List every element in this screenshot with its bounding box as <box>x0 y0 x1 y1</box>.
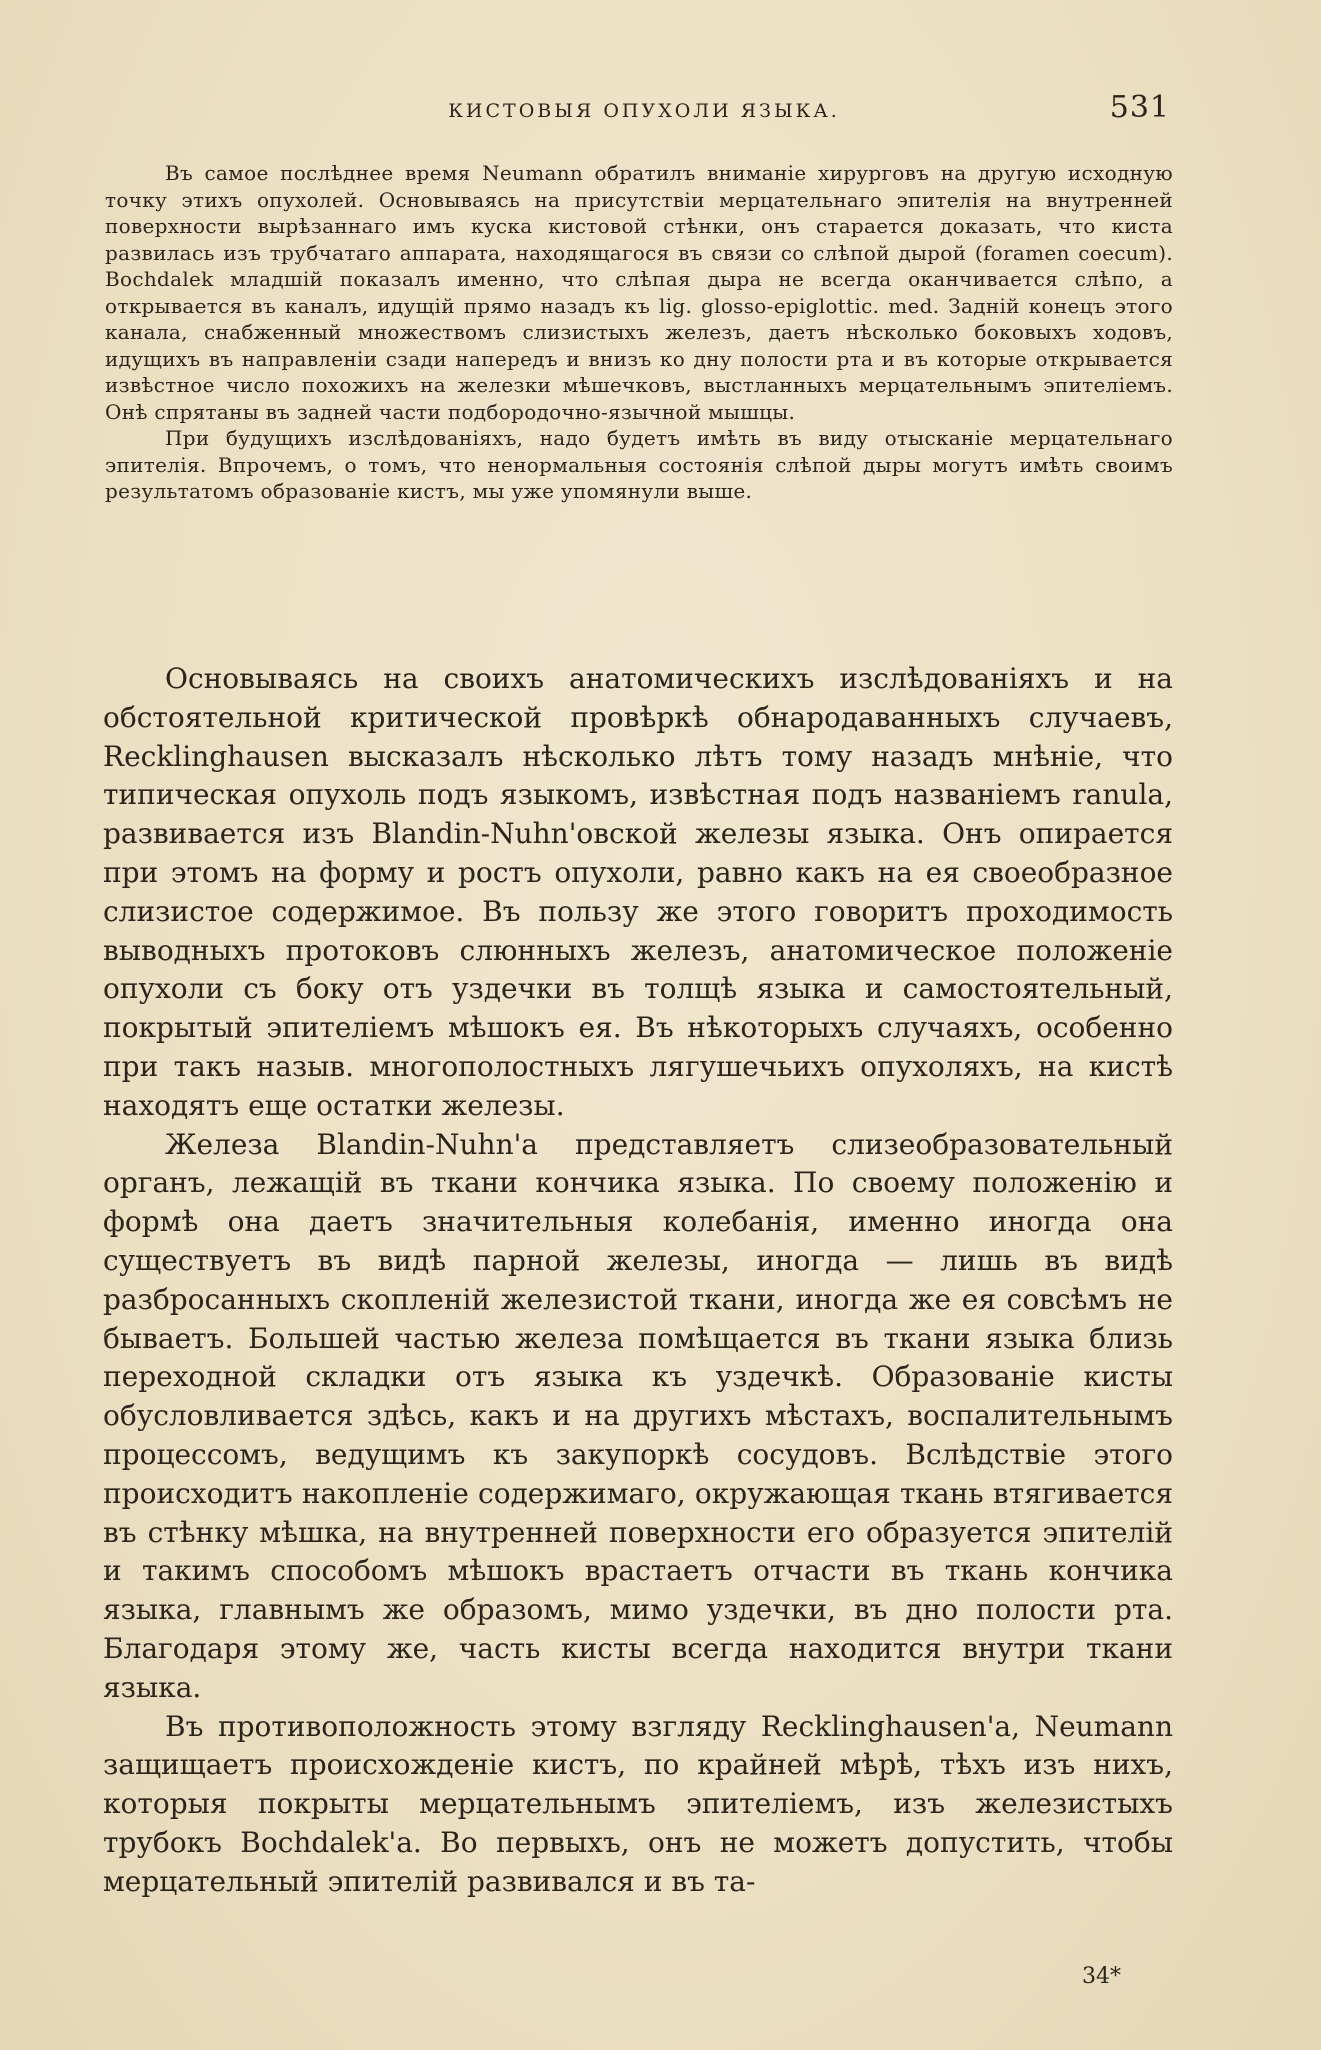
small-print-section <box>105 160 1173 505</box>
main-paragraph-1: Основываясь на своихъ анатомическихъ изслѣдованіяхъ и на обстоятельной критической провѣркѣ обнародаванныхъ случаевъ, Recklinghausen высказалъ нѣсколько лѣтъ тому назадъ мнѣніе, что типическая опухоль подъ языкомъ, извѣстная подъ названіемъ ranula, развивается изъ Blandin-Nuhn'овской железы языка. Онъ опирается при этомъ на форму и ростъ опухоли, равно какъ на ея своеобразное слизистое содержимое. Въ пользу же этого говоритъ проходимость выводныхъ протоковъ слюнныхъ железъ, анатомическое положеніе опухоли съ боку отъ уздечки въ толщѣ языка и самостоятельный, покрытый эпителіемъ мѣшокъ ея. Въ нѣкоторыхъ случаяхъ, особенно при такъ назыв. многополостныхъ лягушечьихъ опухоляхъ, на кистѣ находятъ еще остатки железы. <box>103 662 1173 1122</box>
main-paragraph-3: Въ противоположность этому взгляду Recklinghausen'а, Neumann защищаетъ происхожденіе кистъ, по крайней мѣрѣ, тѣхъ изъ нихъ, которыя покрыты мерцательнымъ эпителіемъ, изъ железистыхъ трубокъ Bochdalek'а. Во первыхъ, онъ не можетъ допустить, чтобы мерцательный эпителій развивался и въ та- <box>103 1709 1173 1898</box>
main-text-section <box>103 660 1173 1902</box>
signature-mark: 34* <box>1082 1964 1121 1989</box>
page-header <box>118 86 1170 136</box>
running-title: КИСТОВЫЯ ОПУХОЛИ ЯЗЫКА. <box>448 100 840 122</box>
page-number: 531 <box>1109 90 1170 125</box>
main-paragraph-2: Железа Blandin-Nuhn'а представляетъ слизеобразовательный органъ, лежащій въ ткани кончика языка. По своему положенію и формѣ она даетъ значительныя колебанія, именно иногда она существуетъ въ видѣ парной железы, иногда — лишь въ видѣ разбросанныхъ скопленій железистой ткани, иногда же ея совсѣмъ не бываетъ. Большей частью железа помѣщается въ ткани языка близь переходной складки отъ языка къ уздечкѣ. Образованіе кисты обусловливается здѣсь, какъ и на другихъ мѣстахъ, воспалительнымъ процессомъ, ведущимъ къ закупоркѣ сосудовъ. Вслѣдствіе этого происходитъ накопленіе содержимаго, окружающая ткань втягивается въ стѣнку мѣшка, на внутренней поверхности его образуется эпителій и такимъ способомъ мѣшокъ врастаетъ отчасти въ ткань кончика языка, главнымъ же образомъ, мимо уздечки, въ дно полости рта. Благодаря этому же, часть кисты всегда находится внутри ткани языка. <box>103 1127 1173 1704</box>
small-paragraph-1: Въ самое послѣднее время Neumann обратилъ вниманіе хирурговъ на другую исходную точку этихъ опухолей. Основываясь на присутствіи мерцательнаго эпителія на внутренней поверхности вырѣзаннаго имъ куска кистовой стѣнки, онъ старается доказать, что киста развилась изъ трубчатаго аппарата, находящагося въ связи со слѣпой дырой (foramen coecum). Bochdalek младшій показалъ именно, что слѣпая дыра не всегда оканчивается слѣпо, а открывается въ каналъ, идущій прямо назадъ къ lig. glosso-epiglottic. med. Задній конецъ этого канала, снабженный множествомъ слизистыхъ железъ, даетъ нѣсколько боковыхъ ходовъ, идущихъ въ направленіи сзади напередъ и внизъ ко дну полости рта и въ которые открывается извѣстное число похожихъ на железки мѣшечковъ, выстланныхъ мерцательнымъ эпителіемъ. Онѣ спрятаны въ задней части подбородочно-язычной мышцы. <box>105 161 1173 424</box>
small-paragraph-2: При будущихъ изслѣдованіяхъ, надо будетъ имѣть въ виду отысканіе мерцательнаго эпителія. Впрочемъ, о томъ, что ненормальныя состоянія слѣпой дыры могутъ имѣть своимъ результатомъ образованіе кистъ, мы уже упомянули выше. <box>105 426 1173 503</box>
